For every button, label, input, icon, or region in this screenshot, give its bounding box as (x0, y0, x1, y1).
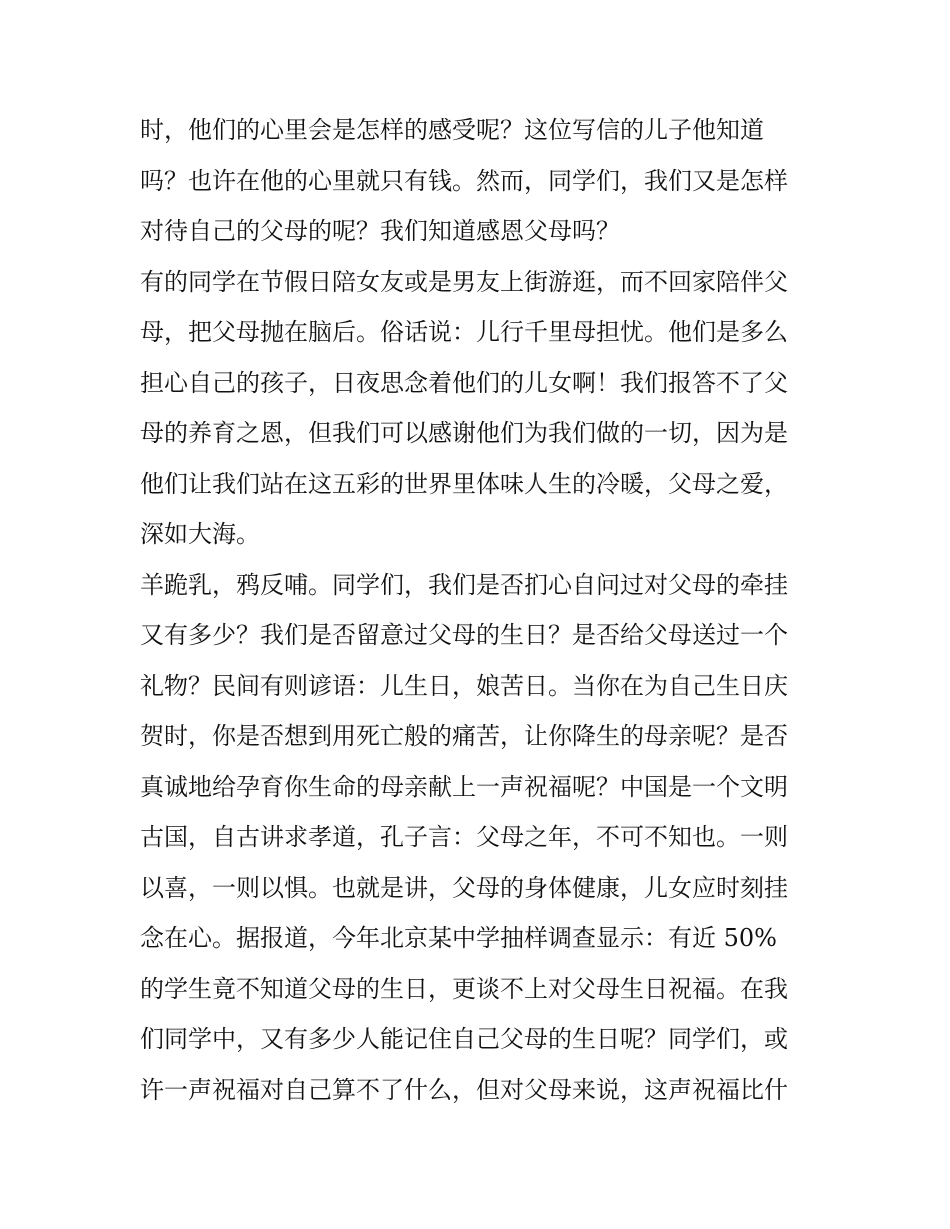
text-line: 深如大海。 (140, 520, 260, 548)
text-line: 吗？也许在他的心里就只有钱。然而，同学们，我们又是怎样 (140, 166, 788, 195)
paragraph (140, 257, 812, 560)
text-line: 以喜，一则以惧。也就是讲，父母的身体健康，儿女应时刻挂 (140, 873, 788, 902)
text-line: 他们让我们站在这五彩的世界里体味人生的冷暖，父母之爱， (140, 469, 788, 498)
text-line: 母，把父母抛在脑后。俗话说：儿行千里母担忧。他们是多么 (140, 318, 788, 346)
text-line: 又有多少？我们是否留意过父母的生日？是否给父母送过一个 (140, 621, 788, 649)
text-line: 的学生竟不知道父母的生日，更谈不上对父母生日祝福。在我 (140, 974, 788, 1003)
text-line: 羊跪乳，鸦反哺。同学们，我们是否扪心自问过对父母的牵挂 (140, 570, 788, 599)
text-line: 许一声祝福对自己算不了什么，但对父母来说，这声祝福比什 (140, 1075, 788, 1104)
text-line: 念在心。据报道，今年北京某中学抽样调查显示：有近 50% (140, 924, 777, 952)
text-line: 贺时，你是否想到用死亡般的痛苦，让你降生的母亲呢？是否 (140, 722, 788, 750)
paragraph (140, 105, 812, 257)
text-line: 对待自己的父母的呢？我们知道感恩父母吗？ (140, 217, 620, 245)
text-line: 有的同学在节假日陪女友或是男友上街游逛，而不回家陪伴父 (140, 267, 788, 296)
document-page (140, 105, 812, 1115)
text-line: 母的养育之恩，但我们可以感谢他们为我们做的一切，因为是 (140, 419, 788, 447)
text-line: 真诚地给孕育你生命的母亲献上一声祝福呢？中国是一个文明 (140, 772, 788, 801)
text-line: 担心自己的孩子，日夜思念着他们的儿女啊！我们报答不了父 (140, 368, 788, 397)
text-line: 时，他们的心里会是怎样的感受呢？这位写信的儿子他知道 (140, 116, 764, 144)
text-line: 礼物？民间有则谚语：儿生日，娘苦日。当你在为自己生日庆 (140, 671, 788, 700)
text-line: 们同学中，又有多少人能记住自己父母的生日呢？同学们，或 (140, 1025, 788, 1053)
paragraph (140, 560, 812, 1116)
text-line: 古国，自古讲求孝道，孔子言：父母之年，不可不知也。一则 (140, 823, 788, 851)
